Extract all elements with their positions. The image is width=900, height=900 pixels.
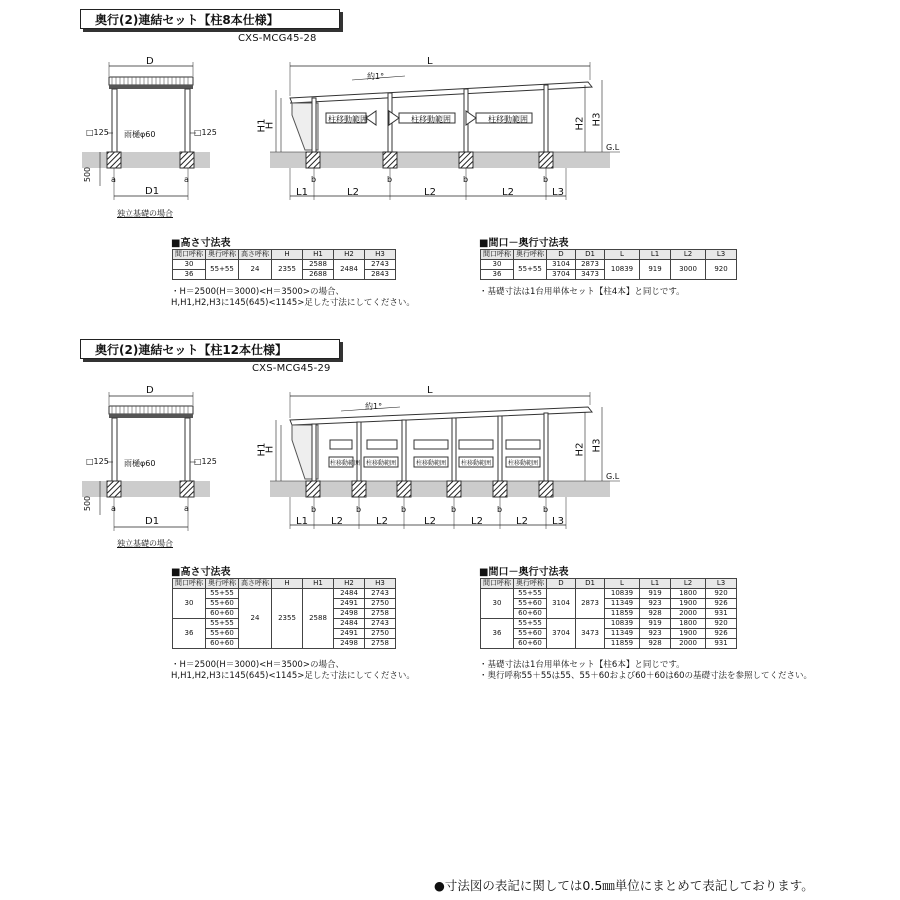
s2-H2: H2 bbox=[574, 442, 586, 457]
footing-left bbox=[107, 152, 121, 168]
s1-slope: 約1° bbox=[367, 72, 385, 81]
s1-post-right: □125 bbox=[194, 128, 217, 137]
post-left bbox=[112, 89, 117, 152]
s2-move-4: 柱移動範囲 bbox=[461, 460, 492, 467]
s2-L2a: L2 bbox=[331, 516, 343, 527]
s2-move-2: 柱移動範囲 bbox=[366, 460, 397, 467]
s2-D1: D1 bbox=[145, 516, 160, 527]
s2-move-5: 柱移動範囲 bbox=[508, 460, 539, 467]
s1-note-height: ・H＝2500(H＝3000)<H＝3500>の場合、 H,H1,H2,H3に145(645)<1145>足した寸法にしてください。 bbox=[171, 287, 415, 308]
s2-L2c: L2 bbox=[424, 516, 436, 527]
s2-a-right: a bbox=[184, 504, 189, 513]
s1-L3: L3 bbox=[552, 187, 564, 198]
roof-front bbox=[109, 77, 193, 85]
s1-H2: H2 bbox=[574, 116, 586, 131]
section1-model: CXS-MCG45-28 bbox=[238, 33, 317, 44]
s1-caption: 独立基礎の場合 bbox=[117, 209, 173, 218]
s2-b4: b bbox=[451, 505, 457, 514]
s2-L: L bbox=[427, 385, 433, 396]
s2-L2d: L2 bbox=[471, 516, 483, 527]
s1-L: L bbox=[427, 56, 433, 67]
s1-width-table: 間口呼称 奥行呼称 D D1 L L1 L2 L3 30 55+55 3104 2873 10839 919 3000 920 36 3704 3473 bbox=[480, 249, 737, 280]
s1-move-3: 柱移動範囲 bbox=[488, 115, 528, 124]
section1-title: 奥行(2)連結セット【柱8本仕様】 bbox=[80, 9, 340, 29]
s1-H: H bbox=[264, 121, 276, 130]
footer-note: ●寸法図の表記に関しては0.5㎜単位にまとめて表記しております。 bbox=[434, 878, 814, 893]
s2-post-right: □125 bbox=[194, 457, 217, 466]
s1-b4: b bbox=[543, 175, 549, 184]
s1-a-right: a bbox=[184, 175, 189, 184]
s1-L1: L1 bbox=[296, 187, 308, 198]
s2-caption: 独立基礎の場合 bbox=[117, 539, 173, 548]
s1-gutter: 雨樋φ60 bbox=[124, 130, 156, 139]
side-post-1 bbox=[312, 98, 316, 152]
s1-height-table-title: ■高さ寸法表 bbox=[171, 238, 231, 249]
ground-band-side bbox=[270, 152, 610, 168]
s1-move-2: 柱移動範囲 bbox=[411, 115, 451, 124]
s1-depth: 500 bbox=[83, 166, 93, 183]
s2-L3: L3 bbox=[552, 516, 564, 527]
s2-post-left: □125 bbox=[86, 457, 109, 466]
s1-GL: G.L bbox=[606, 143, 620, 152]
s2-b5: b bbox=[497, 505, 503, 514]
s1-post-left: □125 bbox=[86, 128, 109, 137]
s2-b3: b bbox=[401, 505, 407, 514]
s1-b1: b bbox=[311, 175, 317, 184]
s2-move-1: 柱移動範囲 bbox=[330, 460, 361, 467]
s2-L2e: L2 bbox=[516, 516, 528, 527]
s2-slope: 約1° bbox=[365, 402, 383, 411]
s1-b3: b bbox=[463, 175, 469, 184]
s1-a-left: a bbox=[111, 175, 116, 184]
s2-b6: b bbox=[543, 505, 549, 514]
section2-model: CXS-MCG45-29 bbox=[252, 363, 331, 374]
s2-H3: H3 bbox=[591, 438, 603, 453]
s1-width-table-title: ■間口－奥行寸法表 bbox=[479, 238, 569, 249]
s2-L2b: L2 bbox=[376, 516, 388, 527]
s1-b2: b bbox=[387, 175, 393, 184]
s2-note-width: ・基礎寸法は1台用単体セット【柱6本】と同じです。 ・奥行呼称55＋55は55、55＋60および60＋60は60の基礎寸法を参照してください。 bbox=[479, 660, 813, 681]
beam-front bbox=[109, 85, 193, 89]
s1-D1: D1 bbox=[145, 186, 160, 197]
s2-b1: b bbox=[311, 505, 317, 514]
s2-height-table-title: ■高さ寸法表 bbox=[171, 567, 231, 578]
s1-note-width: ・基礎寸法は1台用単体セット【柱4本】と同じです。 bbox=[479, 287, 685, 297]
s2-move-3: 柱移動範囲 bbox=[416, 460, 447, 467]
section2-title: 奥行(2)連結セット【柱12本仕様】 bbox=[80, 339, 340, 359]
footing-right bbox=[180, 152, 194, 168]
s2-height-table: 間口呼称 奥行呼称 高さ呼称 H H1 H2 H3 30 55+55 24 2355 2588 2484 2743 55+60 2491 2750 60+60 2498 2758 36 55+55 2484 2743 55+60 2491 2750 60+60 2498 2758 bbox=[172, 578, 396, 649]
s1-L2a: L2 bbox=[347, 187, 359, 198]
s2-depth: 500 bbox=[83, 495, 93, 512]
s1-front-D: D bbox=[146, 56, 154, 67]
s1-H3: H3 bbox=[591, 112, 603, 127]
s2-L1: L1 bbox=[296, 516, 308, 527]
s1-L2b: L2 bbox=[424, 187, 436, 198]
s2-a-left: a bbox=[111, 504, 116, 513]
s2-width-table-title: ■間口－奥行寸法表 bbox=[479, 567, 569, 578]
s2-note-height: ・H＝2500(H＝3000)<H＝3500>の場合、 H,H1,H2,H3に145(645)<1145>足した寸法にしてください。 bbox=[171, 660, 415, 681]
s2-GL: G.L bbox=[606, 472, 620, 481]
s1-L2c: L2 bbox=[502, 187, 514, 198]
s2-b2: b bbox=[356, 505, 362, 514]
side-post-4 bbox=[544, 85, 548, 152]
s2-H: H bbox=[264, 445, 276, 454]
s2-H1: H1 bbox=[256, 442, 268, 457]
s1-move-1: 柱移動範囲 bbox=[328, 115, 368, 124]
post-right bbox=[185, 89, 190, 152]
s1-H1: H1 bbox=[256, 118, 268, 133]
s1-height-table: 間口呼称 奥行呼称 高さ呼称 H H1 H2 H3 30 55+55 24 2355 2588 2484 2743 36 2688 2843 bbox=[172, 249, 396, 280]
s2-width-table: 間口呼称 奥行呼称 D D1 L L1 L2 L3 30 55+55 3104 2873 10839 919 1800 920 55+60 11349 923 1900 926 60+60 11859 928 2000 931 36 55+55 3704 3473 10839 919 1800 920 55+60 11349 923 1900 926 60+60 11859 928 2000 931 bbox=[480, 578, 737, 649]
s2-front-D: D bbox=[146, 385, 154, 396]
s2-gutter: 雨樋φ60 bbox=[124, 459, 156, 468]
